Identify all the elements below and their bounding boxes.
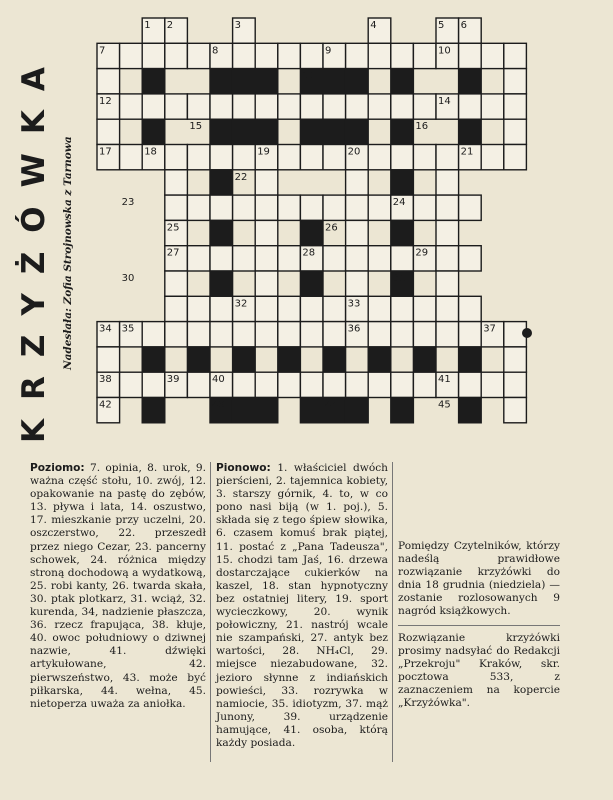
answer-cell[interactable] <box>233 145 256 170</box>
black-square <box>142 69 165 94</box>
answer-cell[interactable] <box>504 145 527 170</box>
black-square <box>233 347 256 372</box>
answer-cell[interactable] <box>142 94 165 119</box>
answer-cell[interactable] <box>278 195 301 220</box>
answer-cell[interactable] <box>142 322 165 347</box>
answer-cell[interactable] <box>233 94 256 119</box>
across-clues-text: 7. opinia, 8. urok, 9. ważna część stołu, 10. zwój, 12. opakowanie na pastę do zębów, 13. pływa i lata, 14. oszustwo, 17. mieszkanie przy uczelni, 20. oszczerstwo, 22. przeszedł przez niego Cezar, 23. pancerny schowek, 24. różnica między stroną dochodową a wydatkową, 25. robi kanty, 26. twarda skała, 30. ptak plotkarz, 31. wciąż, 32. kurenda, 34, nadzienie płaszcza, 36. rzecz frapująca, 38. kłuje, 40. owoc południowy o dziwnej nazwie, 41. dźwięki artykułowane, 42. pierwszeństwo, 43. może być piłkarska, 44. wełna, 45. nietoperza uważa za aniołka. <box>30 462 206 710</box>
black-square <box>142 398 165 423</box>
author-credit-text: Nadesłała: Zofia Strojnowska z Tarnowa <box>62 136 74 370</box>
answer-cell[interactable] <box>323 296 346 321</box>
answer-cell[interactable] <box>504 119 527 144</box>
answer-cell[interactable] <box>300 94 323 119</box>
black-square <box>255 69 278 94</box>
answer-cell[interactable] <box>504 94 527 119</box>
answer-cell[interactable] <box>210 296 233 321</box>
answer-cell[interactable] <box>368 43 391 68</box>
clue-number: 26 <box>325 222 338 234</box>
answer-cell[interactable] <box>346 220 369 245</box>
answer-cell[interactable] <box>233 322 256 347</box>
answer-cell[interactable] <box>255 322 278 347</box>
answer-cell[interactable] <box>255 94 278 119</box>
black-square <box>210 119 233 144</box>
answer-cell[interactable] <box>120 145 143 170</box>
black-square <box>187 347 210 372</box>
answer-cell[interactable] <box>120 94 143 119</box>
clue-number: 30 <box>121 273 135 284</box>
clue-number: 5 <box>438 20 445 31</box>
answer-cell[interactable] <box>278 94 301 119</box>
submission-info-text: Rozwiązanie krzyżówki prosimy nadsyłać do Redakcji „Przekroju" Kraków, skr. pocztowa 533, z zaznaczeniem na kopercie „Krzyżówka". <box>398 631 560 710</box>
clue-number: 19 <box>257 146 270 158</box>
black-square <box>459 69 482 94</box>
clue-number: 7 <box>99 45 106 57</box>
clue-number: 29 <box>415 247 429 259</box>
answer-cell[interactable] <box>300 43 323 68</box>
answer-cell[interactable] <box>413 372 436 397</box>
clue-number: 41 <box>438 374 451 386</box>
answer-cell[interactable] <box>187 246 210 271</box>
answer-cell[interactable] <box>368 195 391 220</box>
answer-cell[interactable] <box>255 372 278 397</box>
black-square <box>210 170 233 195</box>
answer-cell[interactable] <box>323 195 346 220</box>
answer-cell[interactable] <box>391 296 414 321</box>
black-square <box>391 69 414 94</box>
clue-number: 45 <box>438 399 451 411</box>
answer-cell[interactable] <box>346 170 369 195</box>
answer-cell[interactable] <box>278 372 301 397</box>
answer-cell[interactable] <box>504 398 527 423</box>
answer-cell[interactable] <box>255 43 278 68</box>
answer-cell[interactable] <box>142 43 165 68</box>
clue-number: 37 <box>483 323 496 335</box>
answer-cell[interactable] <box>165 94 188 119</box>
answer-cell[interactable] <box>255 220 278 245</box>
answer-cell[interactable] <box>413 145 436 170</box>
answer-cell[interactable] <box>413 296 436 321</box>
answer-cell[interactable] <box>97 69 120 94</box>
clue-number: 28 <box>302 247 316 259</box>
answer-cell[interactable] <box>255 296 278 321</box>
ink-dot <box>522 328 532 338</box>
answer-cell[interactable] <box>346 372 369 397</box>
answer-cell[interactable] <box>481 43 504 68</box>
answer-cell[interactable] <box>165 170 188 195</box>
answer-cell[interactable] <box>391 246 414 271</box>
answer-cell[interactable] <box>481 372 504 397</box>
clue-number: 2 <box>166 20 174 31</box>
answer-cell[interactable] <box>165 296 188 321</box>
black-square <box>300 398 323 423</box>
answer-cell[interactable] <box>323 145 346 170</box>
clue-number: 40 <box>212 374 225 386</box>
down-clues <box>216 462 388 756</box>
answer-cell[interactable] <box>459 43 482 68</box>
answer-cell[interactable] <box>368 322 391 347</box>
answer-cell[interactable] <box>346 195 369 220</box>
answer-cell[interactable] <box>436 145 459 170</box>
answer-cell[interactable] <box>459 372 482 397</box>
column-divider <box>392 462 393 762</box>
answer-cell[interactable] <box>210 94 233 119</box>
black-square <box>210 220 233 245</box>
answer-cell[interactable] <box>504 69 527 94</box>
answer-cell[interactable] <box>504 347 527 372</box>
answer-cell[interactable] <box>278 43 301 68</box>
clue-number: 21 <box>460 146 474 158</box>
clue-number: 44 <box>325 399 338 411</box>
answer-cell[interactable] <box>436 170 459 195</box>
contest-info-text: Pomiędzy Czytelników, którzy nadeślą prawidłowe rozwiązanie krzyżówki do dnia 18 grudnia (niedziela) — zostanie rozlosowanych 9 nagród książkowych. <box>398 540 560 618</box>
across-label: Poziomo: <box>30 462 85 474</box>
black-square <box>391 398 414 423</box>
answer-cell[interactable] <box>142 372 165 397</box>
answer-cell[interactable] <box>165 322 188 347</box>
answer-cell[interactable] <box>368 296 391 321</box>
clue-number: 27 <box>166 247 180 259</box>
answer-cell[interactable] <box>368 372 391 397</box>
black-square <box>300 119 323 144</box>
contest-info <box>398 540 560 716</box>
clue-number: 23 <box>121 197 135 209</box>
answer-cell[interactable] <box>436 296 459 321</box>
answer-cell[interactable] <box>300 322 323 347</box>
answer-cell[interactable] <box>97 347 120 372</box>
answer-cell[interactable] <box>210 246 233 271</box>
across-clues <box>30 462 206 717</box>
answer-cell[interactable] <box>391 145 414 170</box>
black-square <box>413 347 436 372</box>
answer-cell[interactable] <box>413 43 436 68</box>
black-square <box>346 119 369 144</box>
black-square <box>323 119 346 144</box>
answer-cell[interactable] <box>165 43 188 68</box>
down-clues-text: 1. właściciel dwóch pierścieni, 2. tajemnica kobiety, 3. starszy górnik, 4. to, w co pono nasi biją (w 1. poj.), 5. składa się z tego śpiew słowika, 6. czasem komuś brak piątej, 11. postać z „Pana Tadeusza", 15. chodzi tam Jaś, 16. drzewa dostarczające cukierków na kaszel, 18. stan hypnotyczny bez ostatniej litery, 19. sport wycieczkowy, 20. wynik połowiczny, 21. nastrój wcale nie szampański, 27. antyk bez wartości, 28. NH₄Cl, 29. miejsce niezabudowane, 32. jezioro słynne z indiańskich powieści, 33. rozrywka w namiocie, 35. idiotyzm, 37. mąż Junony, 39. urządzenie hamujące, 41. osoba, którą każdy posiada. <box>216 462 388 749</box>
black-square <box>391 170 414 195</box>
answer-cell[interactable] <box>120 372 143 397</box>
clue-number: 3 <box>234 20 241 31</box>
down-label: Pionowo: <box>216 462 271 474</box>
answer-cell[interactable] <box>459 322 482 347</box>
answer-cell[interactable] <box>346 43 369 68</box>
answer-cell[interactable] <box>323 372 346 397</box>
clue-number: 43 <box>212 399 225 411</box>
answer-cell[interactable] <box>233 43 256 68</box>
clue-number: 12 <box>99 95 112 107</box>
answer-cell[interactable] <box>187 296 210 321</box>
answer-cell[interactable] <box>278 145 301 170</box>
answer-cell[interactable] <box>187 322 210 347</box>
clue-number: 35 <box>121 323 135 335</box>
answer-cell[interactable] <box>233 195 256 220</box>
clue-number: 22 <box>234 171 248 183</box>
answer-cell[interactable] <box>481 94 504 119</box>
answer-cell[interactable] <box>120 43 143 68</box>
answer-cell[interactable] <box>459 296 482 321</box>
answer-cell[interactable] <box>187 372 210 397</box>
answer-cell[interactable] <box>459 246 482 271</box>
black-square <box>142 347 165 372</box>
clue-number: 24 <box>392 197 406 209</box>
clue-number: 25 <box>166 222 180 234</box>
clue-number: 14 <box>438 95 451 107</box>
answer-cell[interactable] <box>391 372 414 397</box>
black-square <box>233 119 256 144</box>
black-square <box>255 119 278 144</box>
clue-number: 8 <box>212 45 219 57</box>
clue-number: 34 <box>99 323 112 335</box>
column-divider <box>210 462 211 762</box>
answer-cell[interactable] <box>278 246 301 271</box>
answer-cell[interactable] <box>368 145 391 170</box>
clue-number: 17 <box>99 146 112 158</box>
answer-cell[interactable] <box>391 94 414 119</box>
answer-cell[interactable] <box>436 322 459 347</box>
clue-number: 33 <box>347 298 361 310</box>
answer-cell[interactable] <box>323 246 346 271</box>
answer-cell[interactable] <box>436 195 459 220</box>
answer-cell[interactable] <box>436 220 459 245</box>
black-square <box>233 398 256 423</box>
clue-number: 6 <box>460 20 467 31</box>
clue-number: 20 <box>347 146 361 158</box>
black-square <box>255 398 278 423</box>
answer-cell[interactable] <box>323 94 346 119</box>
black-square <box>459 119 482 144</box>
black-square <box>233 69 256 94</box>
clue-number: 31 <box>392 273 406 284</box>
answer-cell[interactable] <box>368 94 391 119</box>
black-square <box>346 398 369 423</box>
answer-cell[interactable] <box>255 271 278 296</box>
answer-cell[interactable] <box>368 246 391 271</box>
answer-cell[interactable] <box>300 372 323 397</box>
clue-number: 1 <box>144 20 151 31</box>
black-square <box>459 347 482 372</box>
clue-number: 18 <box>144 146 157 158</box>
answer-cell[interactable] <box>436 246 459 271</box>
answer-cell[interactable] <box>278 296 301 321</box>
answer-cell[interactable] <box>391 43 414 68</box>
black-square <box>391 119 414 144</box>
black-square <box>300 271 323 296</box>
clue-number: 9 <box>325 45 332 57</box>
answer-cell[interactable] <box>300 296 323 321</box>
clue-number: 4 <box>370 20 377 31</box>
answer-cell[interactable] <box>255 195 278 220</box>
answer-cell[interactable] <box>346 271 369 296</box>
black-square <box>323 69 346 94</box>
answer-cell[interactable] <box>165 271 188 296</box>
clue-number: 36 <box>347 323 361 335</box>
answer-cell[interactable] <box>391 322 414 347</box>
clue-number: 42 <box>99 399 112 411</box>
clue-number: 38 <box>99 374 112 386</box>
answer-cell[interactable] <box>413 94 436 119</box>
answer-cell[interactable] <box>255 246 278 271</box>
black-square <box>210 271 233 296</box>
answer-cell[interactable] <box>459 94 482 119</box>
black-square <box>142 119 165 144</box>
answer-cell[interactable] <box>187 145 210 170</box>
answer-cell[interactable] <box>233 246 256 271</box>
answer-cell[interactable] <box>165 145 188 170</box>
answer-cell[interactable] <box>504 372 527 397</box>
answer-cell[interactable] <box>97 119 120 144</box>
answer-cell[interactable] <box>210 145 233 170</box>
answer-cell[interactable] <box>210 322 233 347</box>
answer-cell[interactable] <box>278 322 301 347</box>
answer-cell[interactable] <box>481 145 504 170</box>
clue-number: 16 <box>415 121 429 133</box>
answer-cell[interactable] <box>413 195 436 220</box>
black-square <box>391 220 414 245</box>
answer-cell[interactable] <box>255 170 278 195</box>
clue-number: 39 <box>166 374 180 386</box>
clue-number: 32 <box>234 298 248 310</box>
clue-number: 11 <box>302 70 316 82</box>
black-square <box>459 398 482 423</box>
answer-cell[interactable] <box>300 145 323 170</box>
black-square <box>323 347 346 372</box>
black-square <box>278 347 301 372</box>
answer-cell[interactable] <box>187 43 210 68</box>
clue-number: 15 <box>189 121 203 133</box>
black-square <box>368 347 391 372</box>
answer-cell[interactable] <box>300 195 323 220</box>
black-square <box>300 220 323 245</box>
answer-cell[interactable] <box>233 372 256 397</box>
answer-cell[interactable] <box>187 94 210 119</box>
answer-cell[interactable] <box>346 94 369 119</box>
answer-cell[interactable] <box>346 246 369 271</box>
black-square <box>346 69 369 94</box>
crossword-title-text: KRZYŻÓWKA <box>16 48 52 443</box>
answer-cell[interactable] <box>323 322 346 347</box>
answer-cell[interactable] <box>210 195 233 220</box>
answer-cell[interactable] <box>187 195 210 220</box>
answer-cell[interactable] <box>459 195 482 220</box>
answer-cell[interactable] <box>413 322 436 347</box>
answer-cell[interactable] <box>504 43 527 68</box>
info-divider <box>398 625 560 626</box>
black-square <box>210 69 233 94</box>
clue-number: 10 <box>438 45 451 57</box>
answer-cell[interactable] <box>436 271 459 296</box>
answer-cell[interactable] <box>165 195 188 220</box>
